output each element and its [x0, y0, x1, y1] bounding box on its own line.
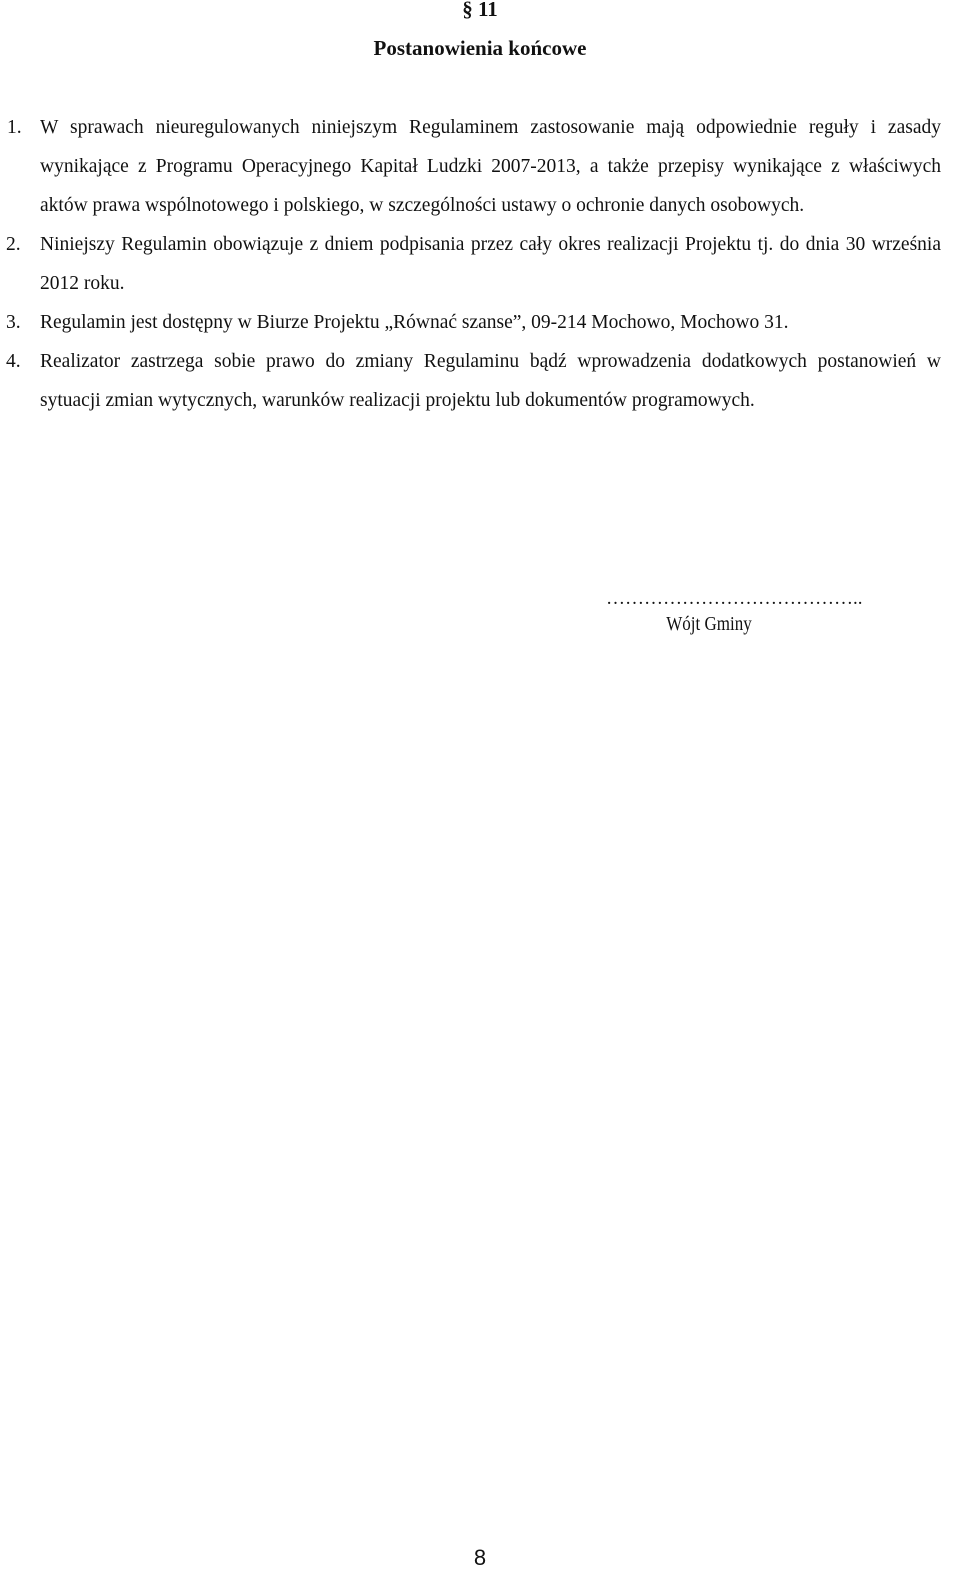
provision-text: Realizator zastrzega sobie prawo do zmiany Regulaminu bądź wprowadzenia dodatkowych postanowień w sytuacji zmian wytycznych, warunków realizacji projektu lub dokumentów programowych. — [40, 351, 941, 411]
provision-text: Regulamin jest dostępny w Biurze Projektu „Równać szanse”, 09-214 Mochowo, Mochowo 31. — [40, 312, 789, 333]
provision-item-4 — [0, 342, 941, 420]
provision-text: Niniejszy Regulamin obowiązuje z dniem podpisania przez cały okres realizacji Projektu tj. do dnia 30 września 2012 roku. — [40, 234, 941, 294]
provisions-list — [0, 108, 960, 420]
signature-line: ………………………………….. — [606, 588, 863, 609]
provision-item-1 — [0, 108, 941, 225]
provision-number: 3. — [6, 312, 21, 333]
provision-number: 4. — [6, 351, 21, 372]
provision-text: W sprawach nieuregulowanych niniejszym Regulaminem zastosowanie mają odpowiednie reguły i zasady wynikające z Programu Operacyjnego Kapitał Ludzki 2007-2013, a także przepisy wynikające z właściwych aktów prawa wspólnotowego i polskiego, w szczególności ustawy o ochronie danych osobowych. — [40, 117, 941, 216]
page-number: 8 — [473, 1545, 487, 1570]
provision-number: 1. — [7, 117, 22, 138]
provision-item-3 — [0, 303, 941, 342]
section-number: § 11 — [462, 0, 498, 21]
section-title: Postanowienia końcowe — [373, 36, 587, 60]
provision-number: 2. — [6, 234, 21, 255]
provision-item-2 — [0, 225, 941, 303]
signature-title: Wójt Gminy — [666, 613, 752, 635]
